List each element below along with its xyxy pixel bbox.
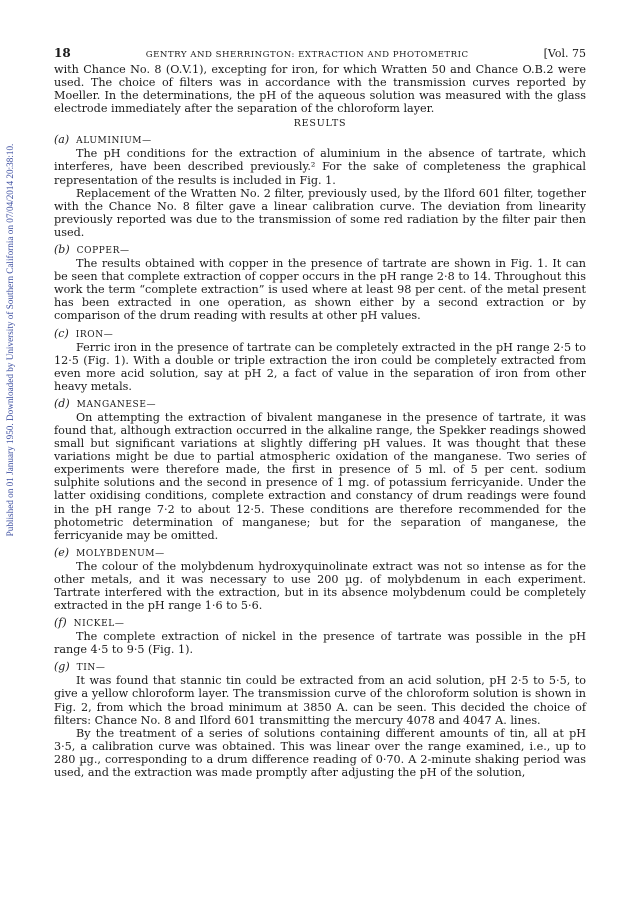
section-title: ALUMINIUM— [76,136,152,147]
section-heading-tin [54,660,586,673]
section-heading-manganese [54,397,586,410]
aluminium-paragraph-2: Replacement of the Wratten No. 2 filter, previously used, by the Ilford 601 filter, together with the Chance No. 8 filter gave a linear calibration curve. The deviation from linearity previously reported was due to the transmission of some red radiation by the filter pair then used. [54,186,586,239]
section-title: MANGANESE— [76,399,157,410]
page-number: 18 [54,46,71,60]
section-title: COPPER— [76,246,130,257]
aluminium-paragraph-1: The pH conditions for the extraction of aluminium in the absence of tartrate, which interferes, have been described previously.² For the sake of completeness the graphical representation of the results is included in Fig. 1. [54,147,586,187]
copper-paragraph-1: The results obtained with copper in the presence of tartrate are shown in Fig. 1. It can be seen that complete extraction of copper occurs in the pH range 2·8 to 14. Throughout this work the term “complete extraction” is used where at least 98 per cent. of the metal present has been extracted in one operation, as shown either by a second extraction or by comparison of the drum reading with results at other pH values. [54,257,586,323]
download-watermark [2,60,18,620]
intro-paragraph: with Chance No. 8 (O.V.1), excepting for iron, for which Wratten 50 and Chance O.B.2 were used. The choice of filters was in accordance with the transmission curves reported by Moeller. In the determinations, the pH of the aqueous solution was measured with the glass electrode immediately after the separation of the chloroform layer. [54,63,586,116]
running-title: GENTRY AND SHERRINGTON: EXTRACTION AND PHOTOMETRIC [145,50,469,60]
section-letter: (d) [54,396,70,410]
volume-label: [Vol. 75 [543,47,586,60]
download-watermark-text: Published on 01 January 1950. Downloaded by University of Southern California on 07/04/2014 20:38:10. [5,143,15,537]
section-title: MOLYBDENUM— [76,548,165,559]
section-heading-aluminium [54,133,586,146]
manganese-paragraph-1: On attempting the extraction of bivalent manganese in the presence of tartrate, it was found that, although extraction occurred in the alkaline range, the Spekker readings showed small but significant variations at slightly differing pH values. It was thought that these variations might be due to partial atmospheric oxidation of the manganese. Two series of experiments were therefore made, the first in presence of 5 ml. of 5 per cent. sodium sulphite solutions and the second in presence of 1 mg. of potassium ferricyanide. Under the latter oxidising conditions, complete extraction and constancy of drum readings were found in the pH range 7·2 to about 12·5. These conditions are therefore recommended for the photometric determination of manganese; but for the separation of manganese, the ferricyanide may be omitted. [54,410,586,542]
section-title: NICKEL— [73,619,125,630]
tin-paragraph-1: It was found that stannic tin could be extracted from an acid solution, pH 2·5 to 5·5, to give a yellow chloroform layer. The transmission curve of the chloroform solution is shown in Fig. 2, from which the broad minimum at 3850 A. can be seen. This decided the choice of filters: Chance No. 8 and Ilford 601 transmitting the mercury 4078 and 4047 A. lines. [54,674,586,727]
section-letter: (b) [54,243,70,257]
section-title: IRON— [75,329,114,340]
section-title: TIN— [76,663,106,674]
section-heading-iron [54,327,586,340]
section-letter: (f) [54,616,67,630]
journal-page [54,46,586,779]
section-heading-molybdenum [54,546,586,559]
section-letter: (e) [54,545,70,559]
section-letter: (a) [54,133,70,147]
molybdenum-paragraph-1: The colour of the molybdenum hydroxyquinolinate extract was not so intense as for the other metals, and it was necessary to use 200 µg. of molybdenum in each experiment. Tartrate interfered with the extraction, but in its absence molybdenum could be completely extracted in the pH range 1·6 to 5·6. [54,559,586,613]
section-letter: (c) [54,326,69,340]
nickel-paragraph-1: The complete extraction of nickel in the presence of tartrate was possible in the pH range 4·5 to 9·5 (Fig. 1). [54,630,586,657]
results-heading: RESULTS [293,118,347,130]
section-heading-nickel [54,616,586,629]
running-header [54,46,586,60]
section-heading-copper [54,243,586,256]
section-letter: (g) [54,660,70,674]
iron-paragraph-1: Ferric iron in the presence of tartrate can be completely extracted in the pH range 2·5 to 12·5 (Fig. 1). With a double or triple extraction the iron could be completely extracted from even more acid solution, say at pH 2, a fact of value in the separation of iron from other heavy metals. [54,340,586,393]
tin-paragraph-2: By the treatment of a series of solutions containing different amounts of tin, all at pH 3·5, a calibration curve was obtained. This was linear over the range examined, i.e., up to 280 µg., corresponding to a drum difference reading of 0·70. A 2-minute shaking period was used, and the extraction was made promptly after adjusting the pH of the solution, [54,726,586,780]
